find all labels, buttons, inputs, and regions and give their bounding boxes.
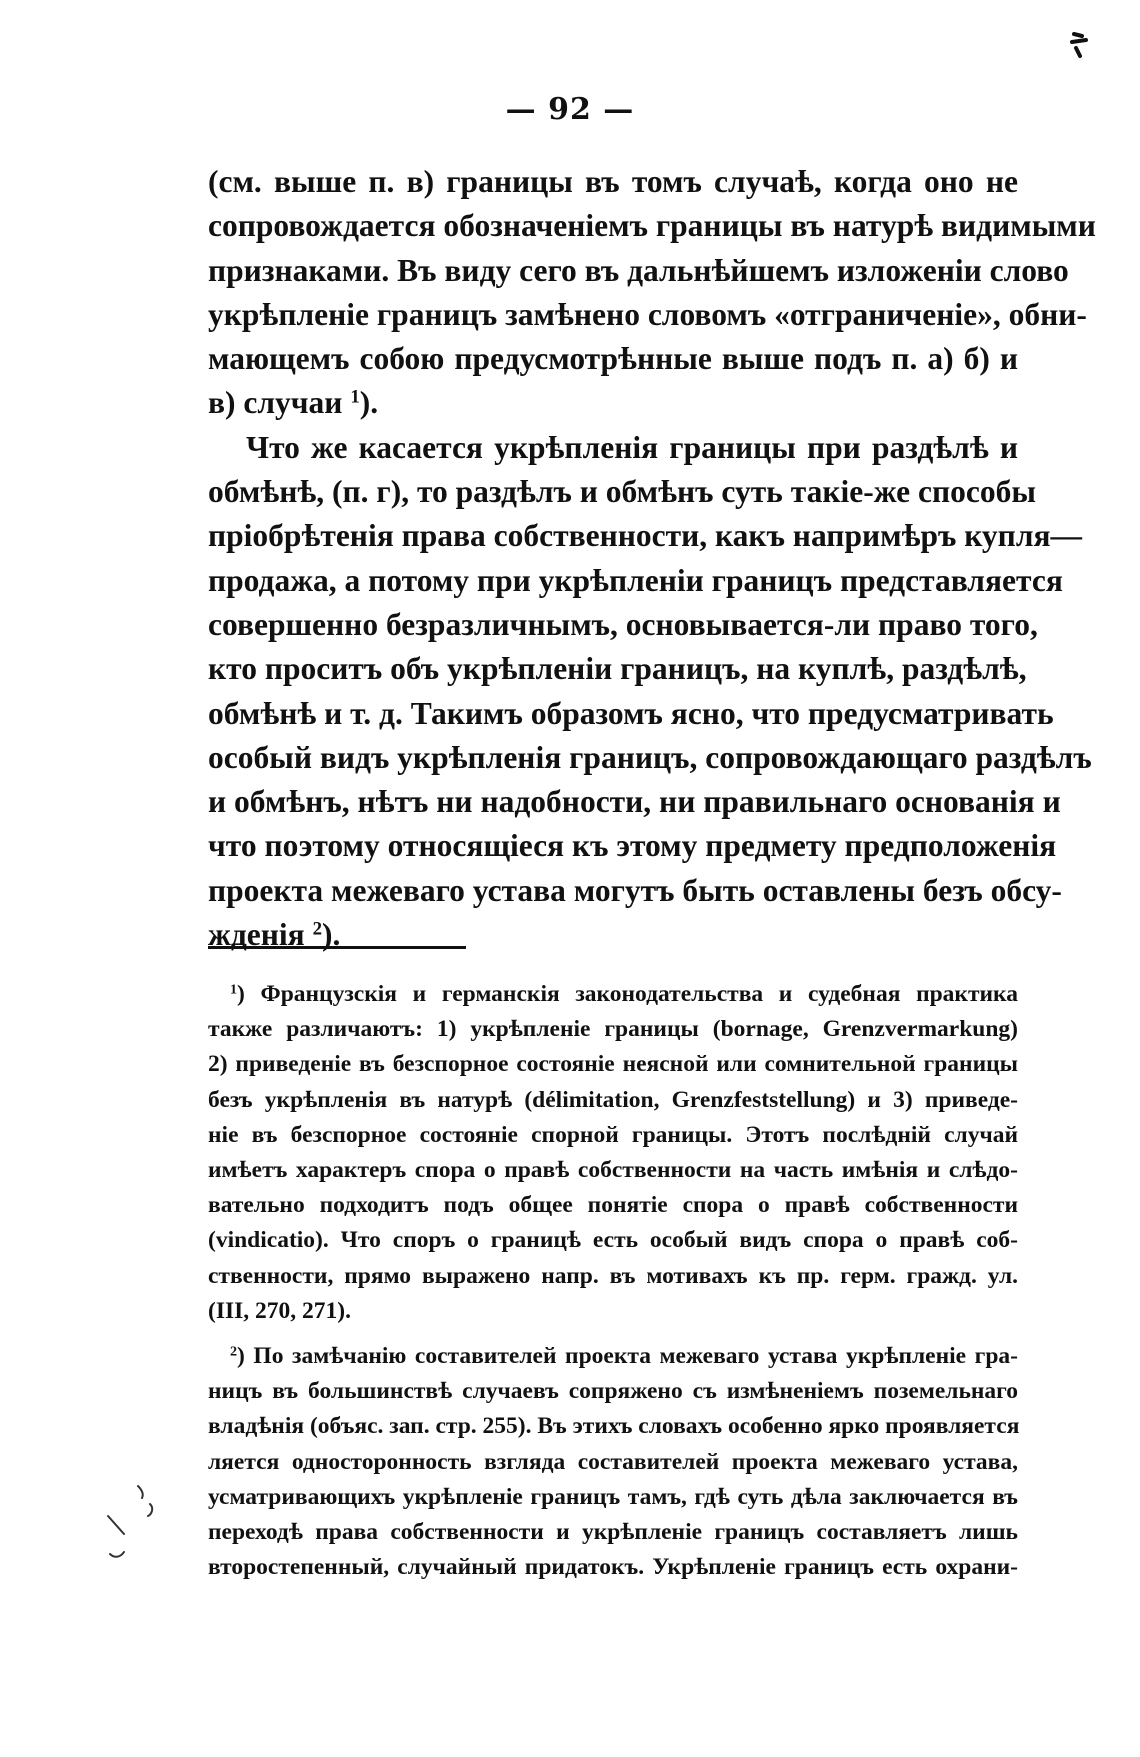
text-line: усматривающихъ укрѣпленіе границъ тамъ, гдѣ суть дѣла заключается въ bbox=[208, 1483, 1018, 1510]
text-line: кто проситъ объ укрѣпленіи границъ, на куплѣ, раздѣлѣ, bbox=[208, 651, 1027, 687]
footnote-mark-1: 1 bbox=[230, 981, 238, 998]
line-text: ) Французскія и германскія законодательства и судебная практика bbox=[237, 981, 1018, 1007]
text-line: проекта межеваго устава могутъ быть оставлены безъ обсу- bbox=[208, 872, 1062, 908]
line-text: в) случаи bbox=[208, 385, 351, 421]
footnote-divider bbox=[208, 946, 466, 949]
text-line: вательно подходитъ подъ общее понятіе спора о правѣ собственности bbox=[208, 1192, 1018, 1219]
line-text: жденія bbox=[208, 917, 313, 953]
text-line: и обмѣнъ, нѣтъ ни надобности, ни правильнаго основанія и bbox=[208, 784, 1061, 820]
line-text: ). bbox=[322, 917, 341, 953]
paragraph-2 bbox=[208, 426, 1092, 958]
text-line: владѣнія (объяс. зап. стр. 255). Въ этихъ словахъ особенно ярко проявляется bbox=[208, 1413, 1020, 1440]
footnote-ref-1: 1 bbox=[350, 387, 360, 409]
text-line: ницъ въ большинствѣ случаевъ сопряжено съ измѣненіемъ поземельнаго bbox=[208, 1378, 1018, 1405]
text-line: обмѣнѣ и т. д. Такимъ образомъ ясно, что предусматривать bbox=[208, 695, 1054, 731]
page-number: — 92 — bbox=[505, 92, 635, 127]
text-line: 2) приведеніе въ безспорное состояніе неясной или сомнительной границы bbox=[208, 1051, 1018, 1078]
text-line: также различаютъ: 1) укрѣпленіе границы (bornage, Grenzvermarkung) bbox=[208, 1016, 1018, 1043]
text-line: (см. выше п. в) границы въ томъ случаѣ, когда оно не bbox=[208, 164, 1018, 199]
text-line: ственности, прямо выражено напр. въ мотивахъ къ пр. герм. гражд. ул. bbox=[208, 1262, 1018, 1289]
text-line: сопровождается обозначеніемъ границы въ натурѣ видимыми bbox=[208, 208, 1096, 244]
footnote-2 bbox=[208, 1339, 1018, 1585]
text-line: (III, 270, 271). bbox=[208, 1297, 351, 1324]
footnote-ref-2: 2 bbox=[312, 918, 323, 940]
text-line bbox=[208, 1339, 1018, 1374]
text-line: мающемъ собою предусмотрѣнные выше подъ п. а) б) и bbox=[208, 341, 1018, 377]
text-line: пріобрѣтенія права собственности, какъ напримѣръ купля— bbox=[208, 518, 1083, 554]
text-line: безъ укрѣпленія въ натурѣ (délimitation, Grenzfeststellung) и 3) приведе- bbox=[208, 1086, 1018, 1113]
text-line: (vindicatio). Что споръ о границѣ есть особый видъ спора о правѣ соб- bbox=[208, 1227, 1018, 1254]
text-line: укрѣпленіе границъ замѣнено словомъ «отграниченіе», обни- bbox=[208, 296, 1087, 332]
line-text: ) По замѣчанію составителей проекта межеваго устава укрѣпленіе гра- bbox=[237, 1343, 1018, 1370]
footnotes bbox=[208, 977, 1018, 1585]
text-line: переходѣ права собственности и укрѣпленіе границъ составляетъ лишь bbox=[208, 1519, 1018, 1546]
text-line: обмѣнѣ, (п. г), то раздѣлъ и обмѣнъ суть такіе-же способы bbox=[208, 474, 1036, 510]
text-line: совершенно безразличнымъ, основывается-ли право того, bbox=[208, 606, 1038, 642]
footnote-1 bbox=[208, 977, 1018, 1329]
text-line: что поэтому относящіеся къ этому предмету предположенія bbox=[208, 828, 1057, 864]
text-line: признаками. Въ виду сего въ дальнѣйшемъ изложеніи слово bbox=[208, 252, 1069, 288]
margin-pencil-mark-icon bbox=[98, 1480, 168, 1570]
line-text: ). bbox=[359, 385, 379, 421]
text-line: ніе въ безспорное состояніе спорной границы. Этотъ послѣдній случай bbox=[208, 1121, 1018, 1148]
text-line: имѣетъ характеръ спора о правѣ собственности на часть имѣнія и слѣдо- bbox=[208, 1157, 1018, 1184]
text-line bbox=[208, 913, 1018, 957]
text-line: особый видъ укрѣпленія границъ, сопровождающаго раздѣлъ bbox=[208, 739, 1092, 775]
main-text bbox=[208, 160, 1096, 957]
corner-ink-mark-icon bbox=[1068, 28, 1108, 68]
text-line: Что же касается укрѣпленія границы при раздѣлѣ и bbox=[246, 429, 1018, 465]
text-line bbox=[208, 977, 1018, 1012]
text-line: продажа, а потому при укрѣпленіи границъ представляется bbox=[208, 562, 1063, 598]
text-line: ляется односторонность взгляда составителей проекта межеваго устава, bbox=[208, 1448, 1018, 1475]
paragraph-1 bbox=[208, 160, 1096, 426]
footnote-mark-2: 2 bbox=[230, 1343, 238, 1360]
text-line bbox=[208, 381, 1018, 425]
text-line: второстепенный, случайный придатокъ. Укрѣпленіе границъ есть охрани- bbox=[208, 1554, 1018, 1581]
